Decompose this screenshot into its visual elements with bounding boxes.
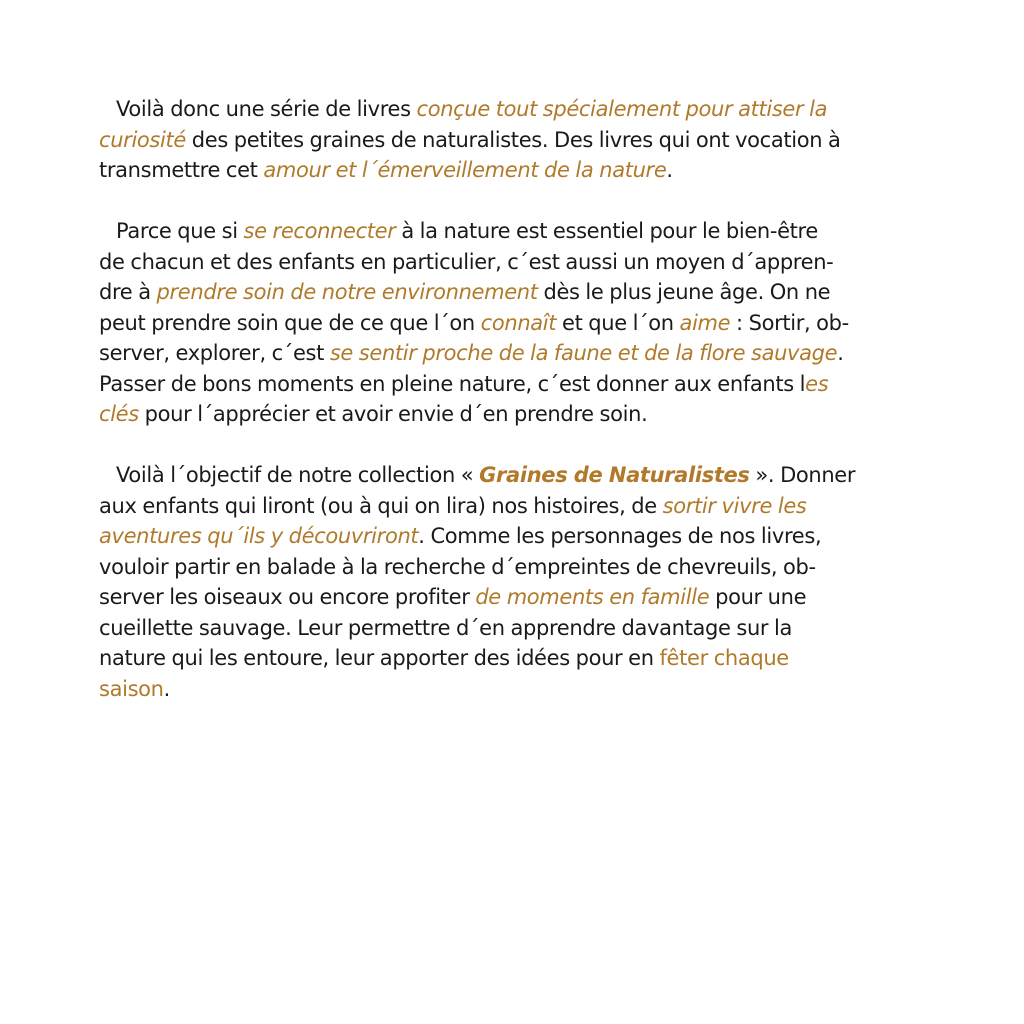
highlighted-phrase: aventures qu´ils y découvriront bbox=[99, 524, 419, 548]
highlighted-phrase: prendre soin de notre environnement bbox=[156, 280, 538, 304]
text-line bbox=[99, 491, 879, 522]
text-run: vouloir partir en balade à la recherche d´empreintes de chevreuils, ob- bbox=[99, 554, 816, 579]
text-run: . Comme les personnages de nos livres, bbox=[418, 524, 822, 548]
text-page bbox=[99, 94, 879, 735]
text-line bbox=[99, 94, 879, 125]
highlighted-phrase: saison bbox=[99, 676, 164, 701]
text-line bbox=[99, 125, 879, 156]
text-line bbox=[99, 674, 879, 705]
text-run: à la nature est essentiel pour le bien-être bbox=[395, 219, 818, 243]
text-line bbox=[99, 247, 879, 278]
text-run: Parce que si bbox=[116, 219, 244, 243]
text-run: server, explorer, c´est bbox=[99, 341, 330, 365]
highlighted-phrase: se reconnecter bbox=[243, 219, 396, 243]
text-line bbox=[99, 582, 879, 613]
text-run: : Sortir, ob- bbox=[730, 310, 849, 335]
highlighted-phrase: se sentir proche de la faune et de la flore sauvage bbox=[329, 341, 838, 365]
text-run: pour l´apprécier et avoir envie d´en prendre soin. bbox=[138, 402, 648, 426]
text-run: des petites graines de naturalistes. Des livres qui ont vocation à bbox=[185, 127, 841, 152]
text-run: ». Donner bbox=[749, 463, 856, 487]
text-run: aux enfants qui liront (ou à qui on lira) nos histoires, de bbox=[99, 493, 663, 518]
text-line bbox=[99, 613, 879, 644]
highlighted-phrase: conçue tout spécialement pour attiser la bbox=[416, 97, 828, 121]
text-run: et que l´on bbox=[556, 310, 680, 335]
highlighted-phrase: sortir vivre les bbox=[662, 493, 807, 518]
highlighted-phrase: de moments en famille bbox=[475, 585, 710, 609]
highlighted-phrase: fêter chaque bbox=[659, 646, 789, 670]
text-line bbox=[99, 460, 879, 491]
text-run: cueillette sauvage. Leur permettre d´en apprendre davantage sur la bbox=[99, 615, 793, 640]
text-line bbox=[99, 369, 879, 400]
text-line bbox=[99, 216, 879, 247]
highlighted-phrase: curiosité bbox=[99, 127, 186, 152]
text-run: server les oiseaux ou encore profiter bbox=[99, 585, 476, 609]
text-run: . bbox=[163, 676, 170, 701]
text-run: de chacun et des enfants en particulier, c´est aussi un moyen d´appren- bbox=[99, 249, 834, 274]
text-line bbox=[99, 277, 879, 308]
text-run: Voilà donc une série de livres bbox=[116, 97, 417, 121]
text-line bbox=[99, 338, 879, 369]
highlighted-phrase: aime bbox=[679, 310, 731, 335]
text-line bbox=[99, 308, 879, 339]
text-run: . bbox=[666, 158, 673, 182]
text-run: Passer de bons moments en pleine nature, c´est donner aux enfants l bbox=[99, 371, 806, 396]
text-line bbox=[99, 521, 879, 552]
text-run: Voilà l´objectif de notre collection « bbox=[116, 463, 480, 487]
text-line bbox=[99, 155, 879, 186]
highlighted-phrase: connaît bbox=[480, 310, 557, 335]
paragraph-collection bbox=[99, 460, 879, 704]
text-run: dès le plus jeune âge. On ne bbox=[537, 280, 831, 304]
text-run: peut prendre soin que de ce que l´on bbox=[99, 310, 481, 335]
text-run: . bbox=[837, 341, 844, 365]
paragraph-intro bbox=[99, 94, 879, 186]
paragraph-reconnect bbox=[99, 216, 879, 430]
highlighted-phrase: clés bbox=[99, 402, 139, 426]
text-run: dre à bbox=[99, 280, 157, 304]
collection-name: Graines de Naturalistes bbox=[479, 463, 750, 487]
text-line bbox=[99, 643, 879, 674]
text-run: pour une bbox=[709, 585, 807, 609]
text-run: nature qui les entoure, leur apporter des idées pour en bbox=[99, 646, 660, 670]
text-line bbox=[99, 399, 879, 430]
highlighted-phrase: es bbox=[805, 371, 829, 396]
text-run: transmettre cet bbox=[99, 158, 264, 182]
text-line bbox=[99, 552, 879, 583]
highlighted-phrase: amour et l´émerveillement de la nature bbox=[263, 158, 667, 182]
